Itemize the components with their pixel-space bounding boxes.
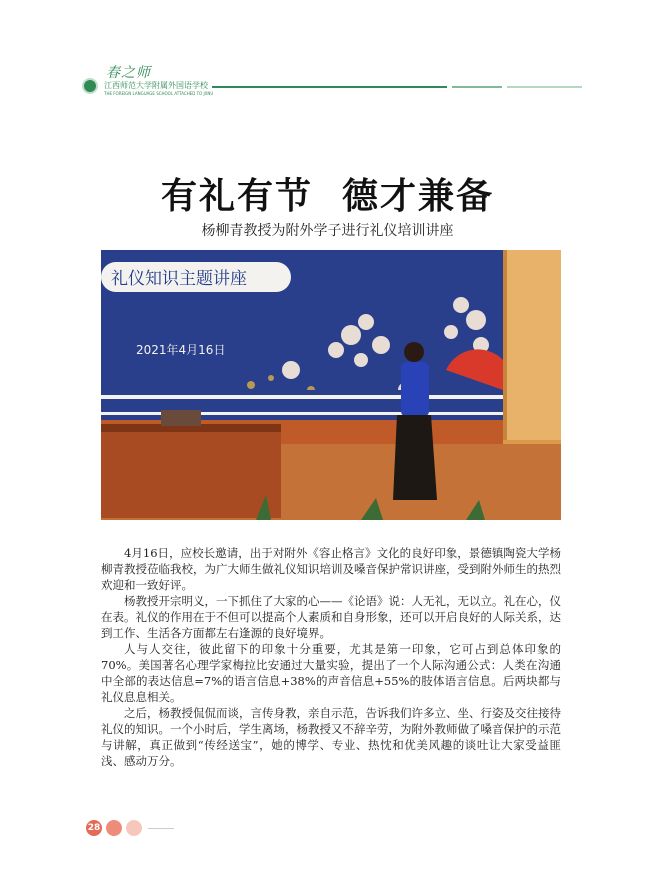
header-title: 春之师 xyxy=(106,65,151,81)
lecture-photo xyxy=(101,250,561,520)
paragraph: 之后，杨教授侃侃而谈，言传身教，亲自示范，告诉我们许多立、坐、行姿及交往接待礼仪的知识。一个小时后，学生离场，杨教授又不辞辛劳，为附外教师做了嗓音保护的示范与讲解，真正做到“传经送宝”，她的博学、专业、热忱和优美风趣的谈吐让大家受益匪浅、感动万分。 xyxy=(101,706,561,768)
header-school-name: 江西师范大学附属外国语学校 xyxy=(104,81,208,90)
page-header xyxy=(82,62,582,102)
paragraph: 杨教授开宗明义，一下抓住了大家的心——《论语》说：人无礼，无以立。礼在心，仪在表。礼仪的作用在于不但可以提高个人素质和自身形象，还可以开启良好的人际关系，达到工作、生活各方面都左右逢源的良好境界。 xyxy=(101,594,561,640)
paragraph: 4月16日，应校长邀请，出于对附外《容止格言》文化的良好印象，景德镇陶瓷大学杨柳青教授莅临我校，为广大师生做礼仪知识培训及嗓音保护常识讲座，受到附外师生的热烈欢迎和一致好评。 xyxy=(101,546,561,592)
page-number: 28 xyxy=(86,820,102,836)
header-divider xyxy=(212,86,447,88)
footer-divider xyxy=(148,828,174,829)
screen-date: 2021年4月16日 xyxy=(136,343,226,357)
article-body xyxy=(101,545,561,769)
decorative-dot-icon xyxy=(126,820,142,836)
paragraph: 人与人交往，彼此留下的印象十分重要，尤其是第一印象，它可占到总体印象的70%。美国著名心理学家梅拉比安通过大量实验，提出了一个人际沟通公式：人类在沟通中全部的表达信息=7%的语言信息+38%的声音信息+55%的肢体语言信息。后两块都与礼仪息息相关。 xyxy=(101,642,561,704)
header-school-name-en: THE FOREIGN LANGUAGE SCHOOL ATTACHED TO JXNU xyxy=(104,91,214,96)
school-logo-icon xyxy=(82,78,98,94)
screen-title: 礼仪知识主题讲座 xyxy=(111,269,247,289)
article-subtitle: 杨柳青教授为附外学子进行礼仪培训讲座 xyxy=(201,223,454,239)
header-divider-short xyxy=(452,86,502,88)
header-divider-fade xyxy=(507,86,582,88)
decorative-dot-icon xyxy=(106,820,122,836)
article-title: 有礼有节 德才兼备 xyxy=(160,175,495,217)
